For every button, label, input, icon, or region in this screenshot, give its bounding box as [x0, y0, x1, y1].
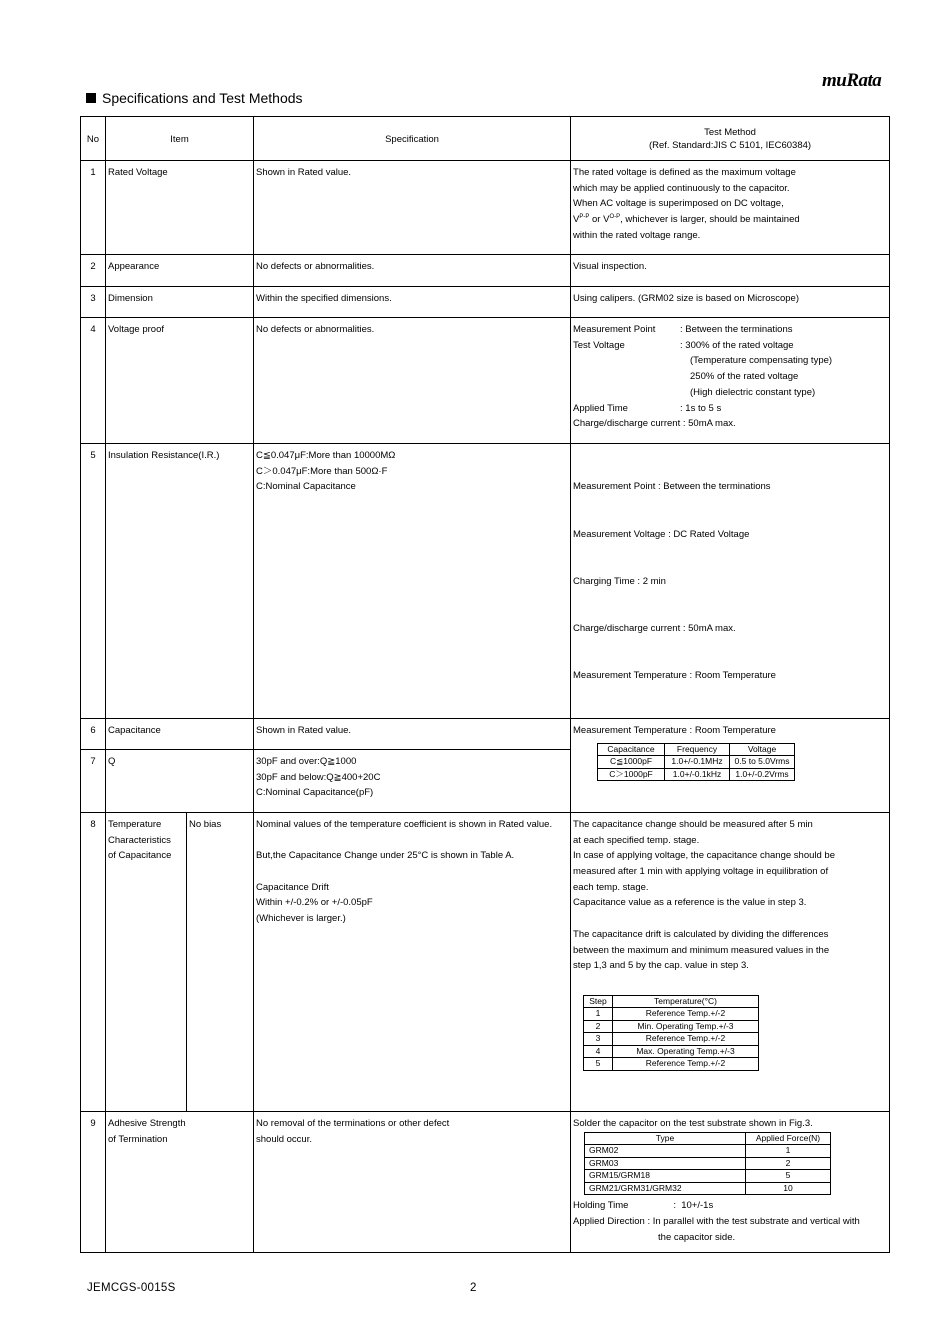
spec-line: (Whichever is larger.)	[256, 913, 346, 925]
spec-line: 30pF and below:Q≧400+20C	[256, 771, 381, 783]
row-spec	[254, 812, 571, 1111]
inner-cell: 10	[746, 1182, 831, 1195]
tm-line: Solder the capacitor on the test substrate shown in Fig.3.	[573, 1117, 813, 1129]
inner-row	[584, 1045, 759, 1058]
square-bullet-icon	[86, 93, 96, 103]
tm-tail: , whichever is larger, should be maintained	[620, 214, 800, 226]
row-test-method	[571, 718, 890, 812]
op-superscript: O-P	[609, 213, 621, 220]
item-line: of Termination	[108, 1133, 168, 1145]
inner-header: Type	[585, 1132, 746, 1145]
doc-code: JEMCGS-0015S	[87, 1282, 176, 1294]
tm-line: (High dielectric constant type)	[690, 386, 816, 398]
row-test-method	[571, 318, 890, 444]
tm-line: which may be applied continuously to the capacitor.	[573, 182, 790, 194]
inner-cell: 3	[584, 1033, 613, 1046]
inner-cell: C＞1000pF	[598, 768, 665, 781]
row-item: Voltage proof	[106, 318, 254, 444]
tm-key: Applied Time	[573, 402, 628, 414]
row-test-method	[571, 161, 890, 255]
tm-line: The capacitance drift is calculated by dividing the differences	[573, 928, 829, 940]
row-item: Dimension	[106, 287, 254, 318]
row-no: 5	[81, 444, 106, 719]
inner-row	[585, 1145, 831, 1158]
row-subitem: No bias	[187, 812, 254, 1111]
inner-cell: Reference Temp.+/-2	[613, 1033, 759, 1046]
tm-line: measured after 1 min with applying voltage in equilibration of	[573, 866, 829, 878]
tm-line: (Temperature compensating type)	[690, 355, 833, 367]
row-item	[106, 1111, 254, 1252]
v-symbol: V	[573, 214, 580, 226]
tm-value: : 1s to 5 s	[680, 402, 722, 414]
inner-header-row	[585, 1132, 831, 1145]
row-test-method: Visual inspection.	[571, 255, 890, 287]
inner-header: Step	[584, 995, 613, 1008]
col-no: No	[81, 117, 106, 161]
col-test-method-ref: (Ref. Standard:JIS C 5101, IEC60384)	[648, 140, 812, 151]
item-line: Characteristics	[108, 834, 171, 846]
col-test-method-label: Test Method	[704, 127, 756, 138]
spec-line: 30pF and over:Q≧1000	[256, 755, 357, 767]
spec-line: Nominal values of the temperature coefficient is shown in Rated value.	[256, 818, 553, 830]
tm-line: Measurement Temperature : Room Temperature	[573, 724, 776, 736]
tm-line: The rated voltage is defined as the maximum voltage	[573, 167, 796, 178]
row-spec: No defects or abnormalities.	[254, 318, 571, 444]
spec-line: Capacitance Drift	[256, 881, 329, 893]
tm-line-voltage	[573, 212, 887, 228]
tm-line: Applied Direction : In parallel with the test substrate and vertical with	[573, 1215, 860, 1227]
tm-line: each temp. stage.	[573, 881, 649, 893]
tm-line: step 1,3 and 5 by the cap. value in step 3.	[573, 960, 749, 972]
tm-line: In case of applying voltage, the capacitance change should be	[573, 850, 835, 862]
inner-cell: 0.5 to 5.0Vrms	[730, 756, 795, 769]
item-line: Adhesive Strength	[108, 1117, 186, 1129]
inner-row	[585, 1182, 831, 1195]
inner-header: Capacitance	[598, 743, 665, 756]
col-test-method	[571, 117, 890, 161]
row-spec: Shown in Rated value.	[254, 718, 571, 749]
table-row	[81, 718, 890, 749]
row-no: 2	[81, 255, 106, 287]
tm-line: Measurement Point : Between the terminations	[573, 481, 771, 493]
spec-line: should occur.	[256, 1133, 312, 1145]
spec-line: C＞0.047μF:More than 500Ω·F	[256, 465, 388, 477]
row-spec	[254, 1111, 571, 1252]
tm-line: the capacitor side.	[658, 1231, 736, 1243]
tm-line: Measurement Temperature : Room Temperature	[573, 669, 776, 681]
inner-header: Applied Force(N)	[746, 1132, 831, 1145]
row-no: 8	[81, 812, 106, 1111]
pp-superscript: P-P	[579, 213, 590, 220]
table-row	[81, 1111, 890, 1252]
spec-line: C≦0.047μF:More than 10000MΩ	[256, 450, 396, 461]
inner-row	[584, 1008, 759, 1021]
inner-cell: GRM21/GRM31/GRM32	[585, 1182, 746, 1195]
spec-line: C:Nominal Capacitance(pF)	[256, 787, 374, 799]
row-item: Q	[106, 749, 254, 812]
row-item: Insulation Resistance(I.R.)	[106, 444, 254, 719]
spec-line: No removal of the terminations or other defect	[256, 1117, 450, 1129]
inner-header: Frequency	[665, 743, 730, 756]
spec-line	[256, 864, 568, 880]
row-no: 6	[81, 718, 106, 749]
row-spec	[254, 749, 571, 812]
table-row	[81, 812, 890, 1111]
table-row	[81, 287, 890, 318]
inner-row	[598, 768, 795, 781]
table-row	[81, 318, 890, 444]
inner-cell: Min. Operating Temp.+/-3	[613, 1020, 759, 1033]
row-no: 3	[81, 287, 106, 318]
spec-line: Within +/-0.2% or +/-0.05pF	[256, 897, 373, 909]
tm-line	[573, 401, 887, 417]
inner-cell: Reference Temp.+/-2	[613, 1008, 759, 1021]
inner-cell: Max. Operating Temp.+/-3	[613, 1045, 759, 1058]
inner-cell: GRM03	[585, 1157, 746, 1170]
tm-line: Charge/discharge current : 50mA max.	[573, 418, 736, 430]
inner-cell: 1.0+/-0.1MHz	[665, 756, 730, 769]
inner-row	[598, 756, 795, 769]
row-no: 7	[81, 749, 106, 812]
section-title	[86, 90, 303, 106]
row-spec: No defects or abnormalities.	[254, 255, 571, 287]
tm-line	[573, 911, 887, 927]
tm-line: Charge/discharge current : 50mA max.	[573, 622, 736, 634]
inner-cell: GRM02	[585, 1145, 746, 1158]
inner-row	[584, 1058, 759, 1071]
table-header-row	[81, 117, 890, 161]
row-item: Capacitance	[106, 718, 254, 749]
table-row	[81, 444, 890, 719]
tm-line: Capacitance value as a reference is the value in step 3.	[573, 897, 807, 909]
inner-cell: 5	[584, 1058, 613, 1071]
inner-cell: 1	[584, 1008, 613, 1021]
row-no: 1	[81, 161, 106, 255]
row-no: 4	[81, 318, 106, 444]
inner-row	[585, 1170, 831, 1183]
col-item: Item	[106, 117, 254, 161]
tm-line	[573, 338, 887, 354]
inner-row	[584, 1020, 759, 1033]
step-table	[583, 995, 759, 1071]
tm-line: between the maximum and minimum measured values in the	[573, 944, 830, 956]
tm-line	[573, 322, 887, 338]
row-no: 9	[81, 1111, 106, 1252]
inner-cell: 1.0+/-0.2Vrms	[730, 768, 795, 781]
row-spec: Within the specified dimensions.	[254, 287, 571, 318]
page-number: 2	[470, 1282, 477, 1294]
section-title-text: Specifications and Test Methods	[102, 90, 303, 106]
inner-header: Voltage	[730, 743, 795, 756]
spec-line: C:Nominal Capacitance	[256, 481, 356, 493]
row-spec	[254, 444, 571, 719]
inner-cell: GRM15/GRM18	[585, 1170, 746, 1183]
item-line: of Capacitance	[108, 850, 172, 862]
tm-value: : Between the terminations	[680, 324, 793, 335]
inner-row	[584, 1033, 759, 1046]
row-test-method	[571, 1111, 890, 1252]
spec-line: But,the Capacitance Change under 25°C is shown in Table A.	[256, 850, 515, 862]
row-item: Appearance	[106, 255, 254, 287]
inner-cell: 2	[746, 1157, 831, 1170]
inner-cell: 1.0+/-0.1kHz	[665, 768, 730, 781]
tm-line: Charging Time : 2 min	[573, 575, 666, 587]
tm-key: Test Voltage	[573, 339, 625, 351]
murata-logo: muRata	[822, 70, 882, 91]
inner-header: Temperature(°C)	[613, 995, 759, 1008]
row-item	[106, 812, 187, 1111]
inner-cell: 1	[746, 1145, 831, 1158]
col-spec: Specification	[254, 117, 571, 161]
tm-line: at each specified temp. stage.	[573, 834, 700, 846]
item-line: Temperature	[108, 818, 162, 830]
tm-key: Measurement Point	[573, 324, 656, 335]
inner-row	[585, 1157, 831, 1170]
tm-line: The capacitance change should be measured after 5 min	[573, 818, 813, 830]
inner-header-row	[584, 995, 759, 1008]
row-test-method: Using calipers. (GRM02 size is based on Microscope)	[571, 287, 890, 318]
capacitance-table	[597, 743, 795, 782]
spec-table	[80, 116, 890, 1253]
tm-line: within the rated voltage range.	[573, 229, 701, 241]
row-item: Rated Voltage	[106, 161, 254, 255]
tm-line: Holding Time : 10+/-1s	[573, 1200, 714, 1212]
tm-line: Measurement Voltage : DC Rated Voltage	[573, 528, 750, 540]
row-test-method	[571, 444, 890, 719]
inner-header-row	[598, 743, 795, 756]
table-row	[81, 255, 890, 287]
tm-line: When AC voltage is superimposed on DC voltage,	[573, 198, 784, 210]
inner-cell: C≦1000pF	[598, 756, 665, 769]
force-table	[584, 1132, 831, 1196]
spec-line	[256, 833, 568, 849]
inner-cell: 5	[746, 1170, 831, 1183]
inner-cell: 4	[584, 1045, 613, 1058]
tm-mid: or V	[589, 214, 610, 226]
tm-line: 250% of the rated voltage	[690, 371, 799, 383]
row-spec: Shown in Rated value.	[254, 161, 571, 255]
tm-value: : 300% of the rated voltage	[680, 339, 794, 351]
table-row	[81, 161, 890, 255]
inner-cell: Reference Temp.+/-2	[613, 1058, 759, 1071]
inner-cell: 2	[584, 1020, 613, 1033]
row-test-method	[571, 812, 890, 1111]
